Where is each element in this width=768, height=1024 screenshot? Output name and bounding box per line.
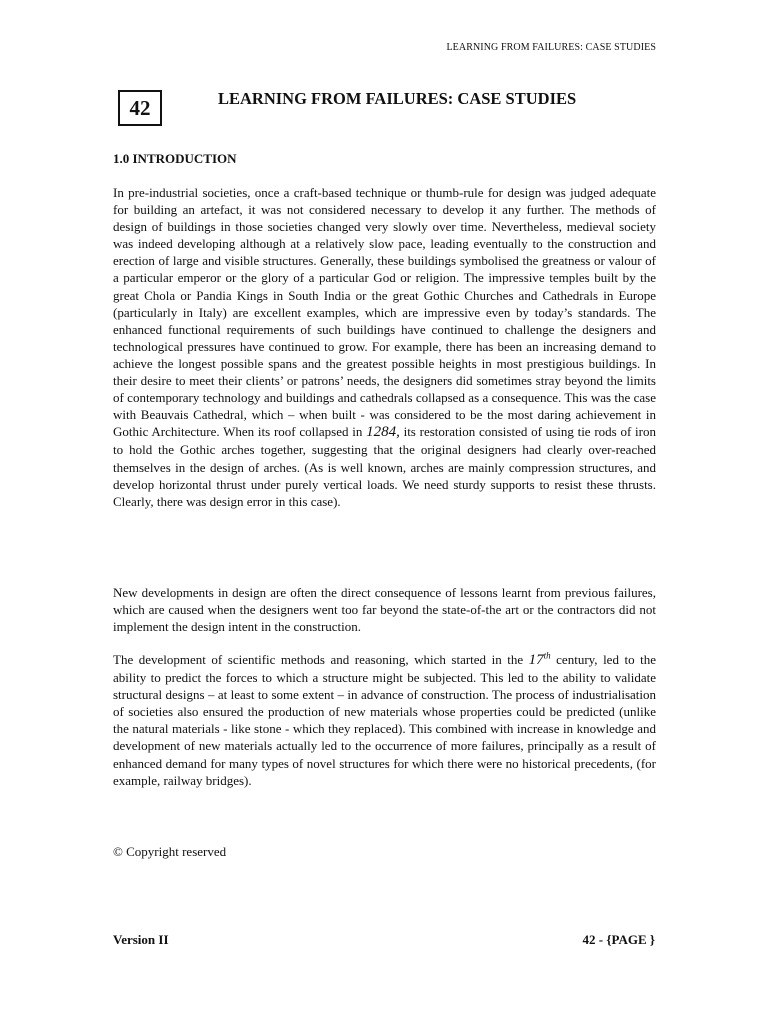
chapter-title: LEARNING FROM FAILURES: CASE STUDIES [218, 89, 577, 108]
paragraph-text: century, led to the ability to predict the forces to which a structure might be subjected. This led to the ability to validate structural designs – at least to some extent – in advance of construction. The process of industrialisation of societies also ensured the production of new materials whose properties could be predicted (unlike the natural materials - like stone - which they replaced). This combined with increase in knowledge and development of new materials actually led to the occurrence of more failures, principally as a result of enhanced demand for many types of novel structures for which there were no historical precedents, (for example, railway bridges). [113, 652, 656, 788]
paragraph-introduction [113, 184, 656, 510]
section-heading: 1.0 INTRODUCTION [113, 151, 237, 166]
century-number: 17 [528, 652, 544, 668]
year-text: 1284, [366, 424, 400, 441]
running-header: LEARNING FROM FAILURES: CASE STUDIES [446, 42, 656, 53]
chapter-number-box: 42 [118, 90, 162, 126]
paragraph-scientific-methods [113, 651, 656, 789]
footer-page-number: 42 - {PAGE } [582, 932, 655, 947]
paragraph-text: In pre-industrial societies, once a craft-based technique or thumb-rule for design was judged adequate for building an artefact, it was not considered necessary to develop it any further. The methods of design of buildings in those societies changed very slowly over time. Nevertheless, medieval society was indeed developing although at a relatively slow pace, leading eventually to the construction and erection of large and visible structures. Generally, these buildings symbolised the greatness or valour of a particular emperor or the glory of a particular God or religion. The impressive temples built by the great Chola or Pandia Kings in South India or the great Gothic Churches and Cathedrals in Europe (particularly in Italy) are excellent examples, which are impressive even by today’s standards. The enhanced functional requirements of such buildings have continued to challenge the designers and technological pressures have continued to grow. For example, there has been an increasing demand to achieve the longest possible spans and the greatest possible heights in most prestigious buildings. In their desire to meet their clients’ or patrons’ needs, the designers did sometimes stray beyond the limits of contemporary technology and buildings and cathedrals collapsed as a consequence. This was the case with Beauvais Cathedral, which – when built - was considered to be the most daring achievement in Gothic Architecture. When its roof collapsed in [113, 185, 656, 440]
paragraph-text: The development of scientific methods and reasoning, which started in the [113, 652, 529, 667]
paragraph-text: its restoration consisted of using tie rods of iron to hold the Gothic arches together, suggesting that the original designers had clearly over-reached themselves in the design of arches. (As is well known, arches are mainly compression structures, and develop horizontal thrust under purely vertical loads. We need sturdy supports to resist these thrusts. Clearly, there was design error in this case). [113, 424, 656, 509]
century-superscript: th [543, 650, 551, 661]
footer-version: Version II [113, 932, 169, 947]
paragraph-developments: New developments in design are often the direct consequence of lessons learnt from previous failures, which are caused when the designers went too far beyond the state-of-the art or the contractors did not implement the design intent in the construction. [113, 585, 656, 635]
copyright-notice: © Copyright reserved [113, 844, 227, 859]
